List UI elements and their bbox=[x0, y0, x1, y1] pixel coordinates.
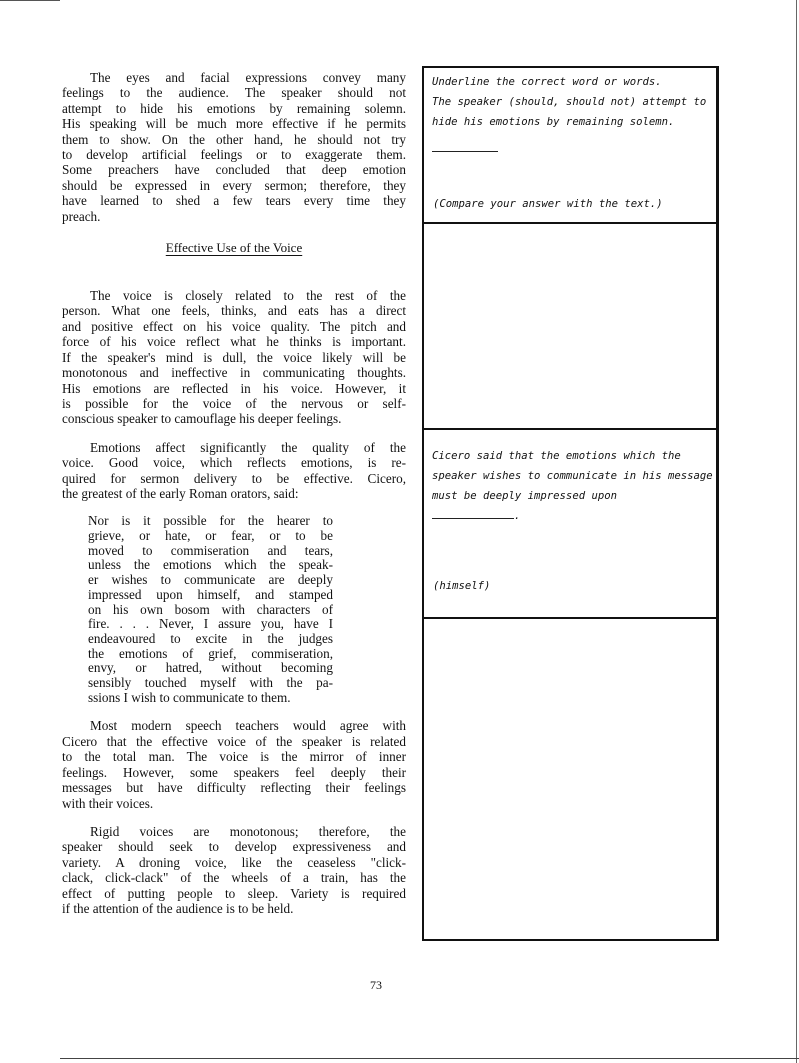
text-line: have learned to shed a few tears every time they bbox=[62, 193, 406, 209]
text-line: conscious speaker to camouflage his deeper feelings. bbox=[62, 411, 342, 427]
frame-answer: (himself) bbox=[433, 580, 491, 592]
frame-empty-2 bbox=[422, 222, 719, 430]
text-line: hide his emotions by remaining solemn. bbox=[432, 116, 675, 128]
answer-blank[interactable] bbox=[432, 518, 514, 519]
text-line: Cicero said that the emotions which the bbox=[432, 450, 681, 462]
cicero-quote bbox=[88, 514, 333, 705]
text-line: person. What one feels, thinks, and eats has a direct bbox=[62, 303, 406, 319]
scan-edge-bottom bbox=[60, 1058, 799, 1059]
text-line: feelings to the audience. The speaker should not bbox=[62, 85, 406, 101]
page-number: 73 bbox=[370, 978, 382, 992]
text-line: The voice is closely related to the rest of the bbox=[90, 288, 406, 304]
frame-question-3 bbox=[422, 428, 719, 619]
text-line: Most modern speech teachers would agree with bbox=[90, 718, 406, 734]
blank-period: . bbox=[514, 510, 521, 522]
text-line: grieve, or hate, or fear, or to be bbox=[88, 528, 333, 544]
text-line: impressed upon himself, and stamped bbox=[88, 586, 333, 602]
answer-blank[interactable] bbox=[432, 150, 498, 152]
text-line: should be expressed in every sermon; therefore, they bbox=[62, 177, 406, 193]
paragraph-facial-expressions bbox=[62, 70, 406, 224]
text-line: Rigid voices are monotonous; therefore, the bbox=[90, 823, 406, 839]
text-line: messages but have difficulty reflecting their feelings bbox=[62, 780, 406, 796]
scan-edge-right bbox=[796, 0, 797, 1063]
text-line: sensibly touched myself with the pa- bbox=[88, 675, 333, 691]
text-line: ssions I wish to communicate to them. bbox=[88, 689, 291, 705]
text-line: speaker wishes to communicate in his message bbox=[432, 470, 713, 482]
section-heading: Effective Use of the Voice bbox=[165, 240, 303, 256]
text-line: with their voices. bbox=[62, 795, 154, 811]
paragraph-speech-teachers bbox=[62, 718, 406, 810]
frame-empty-4 bbox=[422, 617, 719, 941]
paragraph-voice-person bbox=[62, 288, 406, 427]
text-line: force of his voice reflect what he thinks is important. bbox=[62, 334, 406, 350]
frame-answer: (Compare your answer with the text.) bbox=[433, 198, 663, 210]
main-text-column bbox=[62, 70, 406, 929]
scan-edge-top bbox=[0, 0, 60, 1]
text-line: to the total man. The voice is the mirror of inner bbox=[62, 749, 406, 765]
text-line: His speaking will be much more effective if he permits bbox=[62, 116, 406, 132]
text-line: effect of putting people to sleep. Variety is required bbox=[62, 885, 406, 901]
frame-question-text bbox=[432, 72, 708, 132]
frame-question-1 bbox=[422, 66, 719, 224]
text-line: Underline the correct word or words. bbox=[432, 76, 662, 88]
text-line: envy, or hatred, without becoming bbox=[88, 660, 333, 676]
text-line: fire. . . . Never, I assure you, have I bbox=[88, 616, 333, 632]
text-line: Nor is it possible for the hearer to bbox=[88, 513, 333, 529]
text-line: them to show. On the other hand, he should not try bbox=[62, 131, 406, 147]
frame-question-text bbox=[432, 446, 713, 526]
text-line: er wishes to communicate are deeply bbox=[88, 572, 333, 588]
text-line: variety. A droning voice, like the ceaseless "click- bbox=[62, 854, 406, 870]
text-line: and positive effect on his voice quality. The pitch and bbox=[62, 318, 406, 334]
text-line: Cicero that the effective voice of the speaker is related bbox=[62, 733, 406, 749]
text-line: attempt to hide his emotions by remaining solemn. bbox=[62, 100, 406, 116]
text-line: monotonous and ineffective in communicating thoughts. bbox=[62, 365, 406, 381]
text-line: on his own bosom with characters of bbox=[88, 601, 333, 617]
text-line: If the speaker's mind is dull, the voice likely will be bbox=[62, 349, 406, 365]
frame-question-lines bbox=[432, 446, 713, 502]
text-line: His emotions are reflected in his voice. However, it bbox=[62, 380, 406, 396]
text-line: Some preachers have concluded that deep emotion bbox=[62, 162, 406, 178]
text-line: moved to commiseration and tears, bbox=[88, 542, 333, 558]
text-line: preach. bbox=[62, 208, 101, 224]
text-line: unless the emotions which the speak- bbox=[88, 557, 333, 573]
text-line: the greatest of the early Roman orators, said: bbox=[62, 485, 299, 501]
text-line: speaker should seek to develop expressiveness and bbox=[62, 839, 406, 855]
text-line: the emotions of grief, commiseration, bbox=[88, 645, 333, 661]
text-line: The eyes and facial expressions convey many bbox=[90, 70, 406, 85]
text-line: clack, click-clack" of the wheels of a train, has the bbox=[62, 870, 406, 886]
text-line: Emotions affect significantly the quality of the bbox=[90, 439, 406, 455]
text-line: is possible for the voice of the nervous or self- bbox=[62, 395, 406, 411]
text-line: quired for sermon delivery to be effective. Cicero, bbox=[62, 470, 406, 486]
text-line: voice. Good voice, which reflects emotions, is re- bbox=[62, 455, 406, 471]
paragraph-emotions-voice bbox=[62, 440, 406, 502]
text-line: feelings. However, some speakers feel deeply their bbox=[62, 764, 406, 780]
text-line: to develop artificial feelings or to exaggerate them. bbox=[62, 147, 406, 163]
paragraph-rigid-voices bbox=[62, 824, 406, 916]
text-line: The speaker (should, should not) attempt to bbox=[432, 96, 707, 108]
text-line: must be deeply impressed upon bbox=[432, 490, 617, 502]
text-line: endeavoured to excite in the judges bbox=[88, 630, 333, 646]
text-line: if the attention of the audience is to be held. bbox=[62, 900, 294, 916]
